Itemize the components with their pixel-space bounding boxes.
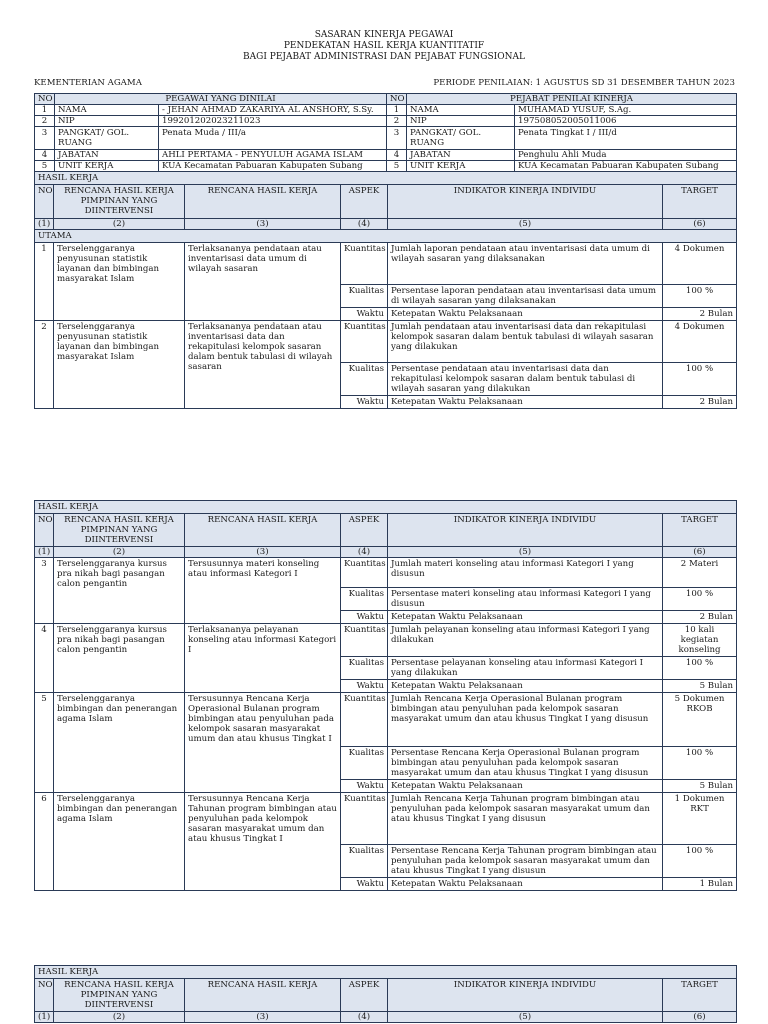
identity-row-no: 3 (387, 127, 407, 150)
item-aspek: Kualitas (341, 363, 388, 396)
item-rhk: Tersusunnya Rencana Kerja Operasional Bulanan program bimbingan atau penyuluhan pada kelompok sasaran masyarakat umum dan atau khusus Tingkat I (185, 693, 341, 793)
item-target: 2 Bulan (663, 611, 737, 624)
item-target: 100 % (663, 747, 737, 780)
item-indikator: Ketepatan Waktu Pelaksanaan (388, 878, 663, 891)
column-header-row (35, 185, 737, 219)
item-target: 1 Bulan (663, 878, 737, 891)
item-indikator: Jumlah pelayanan konseling atau informasi Kategori I yang dilakukan (388, 624, 663, 657)
col-number: (5) (388, 219, 663, 230)
item-aspek: Waktu (341, 780, 388, 793)
identity-row-no: 1 (35, 105, 55, 116)
skp-table-page-1 (34, 93, 737, 172)
identity-row (35, 150, 737, 161)
item-indikator: Jumlah pendataan atau inventarisasi data dan rekapitulasi kelompok sasaran dalam bentuk tabulasi di wilayah sasaran yang dilakukan (388, 321, 663, 363)
hasil-kerja-section-row (35, 501, 737, 514)
identity-row-label: NIP (55, 116, 159, 127)
identity-row-no: 2 (35, 116, 55, 127)
item-indikator: Persentase Rencana Kerja Tahunan program bimbingan atau penyuluhan pada kelompok sasaran masyarakat umum dan atau khusus Tingkat I yang disusun (388, 845, 663, 878)
penilai-pangkat: Penata Tingkat I / III/d (515, 127, 737, 150)
col-header-rhk-pimpinan: RENCANA HASIL KERJA PIMPINAN YANG DIINTERVENSI (54, 185, 185, 219)
col-number: (3) (185, 1012, 341, 1023)
col-header-target: TARGET (663, 514, 737, 547)
penilai-nama: MUHAMAD YUSUF, S.Ag. (515, 105, 737, 116)
identity-row-label: UNIT KERJA (55, 161, 159, 172)
col-number: (1) (35, 1012, 54, 1023)
item-target: 100 % (663, 657, 737, 680)
col-number: (3) (185, 219, 341, 230)
item-indikator: Persentase Rencana Kerja Operasional Bulanan program bimbingan atau penyuluhan pada kelompok sasaran masyarakat umum dan atau khusus Tingkat I yang disusun (388, 747, 663, 780)
item-target: 10 kali kegiatan konseling (663, 624, 737, 657)
item-target: 4 Dokumen (663, 243, 737, 285)
item-rhk: Terlaksananya pelayanan konseling atau informasi Kategori I (185, 624, 341, 693)
item-no: 3 (35, 558, 54, 624)
item-rhk: Tersusunnya materi konseling atau informasi Kategori I (185, 558, 341, 624)
item-no: 5 (35, 693, 54, 793)
item-rhk-pimpinan: Terselenggaranya kursus pra nikah bagi pasangan calon pengantin (54, 558, 185, 624)
col-number: (5) (388, 547, 663, 558)
item-indikator: Jumlah Rencana Kerja Operasional Bulanan program bimbingan atau penyuluhan pada kelompok sasaran masyarakat umum dan atau khusus Tingkat I yang disusun (388, 693, 663, 747)
title-line-1: SASARAN KINERJA PEGAWAI (314, 30, 454, 40)
col-header-indikator: INDIKATOR KINERJA INDIVIDU (388, 979, 663, 1012)
col-header-no: NO (35, 514, 54, 547)
item-aspek: Waktu (341, 878, 388, 891)
col-number: (1) (35, 547, 54, 558)
identity-row (35, 127, 737, 150)
col-header-aspek: ASPEK (341, 185, 388, 219)
pegawai-nama: - JEHAN AHMAD ZAKARIYA AL ANSHORY, S.Sy. (159, 105, 387, 116)
item-no: 4 (35, 624, 54, 693)
table-row (35, 693, 737, 747)
item-aspek: Kualitas (341, 845, 388, 878)
item-rhk-pimpinan: Terselenggaranya penyusunan statistik layanan dan bimbingan masyarakat Islam (54, 243, 185, 321)
col-number: (4) (341, 1012, 388, 1023)
col-header-indikator: INDIKATOR KINERJA INDIVIDU (388, 514, 663, 547)
item-aspek: Waktu (341, 308, 388, 321)
column-number-row (35, 547, 737, 558)
item-rhk-pimpinan: Terselenggaranya kursus pra nikah bagi pasangan calon pengantin (54, 624, 185, 693)
hasil-kerja-section-row (35, 172, 737, 185)
col-header-aspek: ASPEK (341, 514, 388, 547)
col-number: (6) (663, 547, 737, 558)
hasil-kerja-label: HASIL KERJA (35, 172, 737, 185)
document-title (0, 30, 768, 63)
item-indikator: Jumlah laporan pendataan atau inventarisasi data umum di wilayah sasaran yang dilaksanakan (388, 243, 663, 285)
item-indikator: Ketepatan Waktu Pelaksanaan (388, 611, 663, 624)
item-indikator: Ketepatan Waktu Pelaksanaan (388, 396, 663, 409)
hasil-kerja-label: HASIL KERJA (35, 501, 737, 514)
identity-row-label: PANGKAT/ GOL. RUANG (407, 127, 515, 150)
item-aspek: Kualitas (341, 588, 388, 611)
identity-row-label: NAMA (407, 105, 515, 116)
title-line-2: PENDEKATAN HASIL KERJA KUANTITATIF (283, 41, 485, 51)
hasil-kerja-table-page-2 (34, 500, 737, 891)
item-target: 5 Dokumen RKOB (663, 693, 737, 747)
pegawai-jabatan: AHLI PERTAMA - PENYULUH AGAMA ISLAM (159, 150, 387, 161)
identity-no-header-left: NO (35, 94, 55, 105)
item-aspek: Kuantitas (341, 243, 388, 285)
column-header-row (35, 979, 737, 1012)
identity-row-no: 5 (35, 161, 55, 172)
identity-row (35, 105, 737, 116)
item-no: 1 (35, 243, 54, 321)
col-header-aspek: ASPEK (341, 979, 388, 1012)
col-header-rhk: RENCANA HASIL KERJA (185, 514, 341, 547)
item-target: 100 % (663, 588, 737, 611)
pegawai-nip: 199201202023211023 (159, 116, 387, 127)
table-row (35, 243, 737, 285)
item-aspek: Kuantitas (341, 321, 388, 363)
identity-row-label: UNIT KERJA (407, 161, 515, 172)
table-row (35, 624, 737, 657)
col-number: (5) (388, 1012, 663, 1023)
identity-row (35, 161, 737, 172)
col-number: (3) (185, 547, 341, 558)
item-indikator: Ketepatan Waktu Pelaksanaan (388, 780, 663, 793)
identity-row-no: 4 (387, 150, 407, 161)
column-header-row (35, 514, 737, 547)
item-target: 100 % (663, 285, 737, 308)
hasil-kerja-label: HASIL KERJA (35, 966, 737, 979)
identity-row-no: 5 (387, 161, 407, 172)
penilai-jabatan: Penghulu Ahli Muda (515, 150, 737, 161)
item-indikator: Persentase laporan pendataan atau inventarisasi data umum di wilayah sasaran yang dilaksanakan (388, 285, 663, 308)
col-number: (4) (341, 547, 388, 558)
identity-no-header-right: NO (387, 94, 407, 105)
pegawai-pangkat: Penata Muda / III/a (159, 127, 387, 150)
item-indikator: Ketepatan Waktu Pelaksanaan (388, 308, 663, 321)
item-indikator: Persentase materi konseling atau informasi Kategori I yang disusun (388, 588, 663, 611)
col-number: (2) (54, 1012, 185, 1023)
item-indikator: Ketepatan Waktu Pelaksanaan (388, 680, 663, 693)
instansi-label: KEMENTERIAN AGAMA (34, 78, 142, 88)
penilai-unit-kerja: KUA Kecamatan Pabuaran Kabupaten Subang (515, 161, 737, 172)
item-target: 2 Materi (663, 558, 737, 588)
col-header-rhk: RENCANA HASIL KERJA (185, 979, 341, 1012)
item-target: 5 Bulan (663, 780, 737, 793)
identity-header-row (35, 94, 737, 105)
item-indikator: Jumlah materi konseling atau informasi Kategori I yang disusun (388, 558, 663, 588)
identity-row-label: NAMA (55, 105, 159, 116)
col-number: (4) (341, 219, 388, 230)
item-target: 5 Bulan (663, 680, 737, 693)
item-aspek: Waktu (341, 396, 388, 409)
item-rhk: Tersusunnya Rencana Kerja Tahunan program bimbingan atau penyuluhan pada kelompok sasaran masyarakat umum dan atau khusus Tingkat I (185, 793, 341, 891)
item-target: 2 Bulan (663, 396, 737, 409)
item-target: 100 % (663, 845, 737, 878)
item-aspek: Waktu (341, 611, 388, 624)
column-number-row (35, 1012, 737, 1023)
identity-row-no: 2 (387, 116, 407, 127)
utama-section-row (35, 230, 737, 243)
col-number: (6) (663, 219, 737, 230)
item-rhk-pimpinan: Terselenggaranya bimbingan dan penerangan agama Islam (54, 793, 185, 891)
item-aspek: Kuantitas (341, 693, 388, 747)
col-header-target: TARGET (663, 979, 737, 1012)
table-row (35, 793, 737, 845)
identity-row-label: JABATAN (407, 150, 515, 161)
col-header-rhk: RENCANA HASIL KERJA (185, 185, 341, 219)
col-header-rhk-pimpinan: RENCANA HASIL KERJA PIMPINAN YANG DIINTERVENSI (54, 514, 185, 547)
col-header-no: NO (35, 185, 54, 219)
column-number-row (35, 219, 737, 230)
identity-row (35, 116, 737, 127)
item-aspek: Kuantitas (341, 558, 388, 588)
col-header-indikator: INDIKATOR KINERJA INDIVIDU (388, 185, 663, 219)
item-aspek: Kuantitas (341, 624, 388, 657)
identity-row-label: NIP (407, 116, 515, 127)
identity-row-label: JABATAN (55, 150, 159, 161)
item-no: 2 (35, 321, 54, 409)
identity-row-no: 4 (35, 150, 55, 161)
table-row (35, 558, 737, 588)
identity-row-label: PANGKAT/ GOL. RUANG (55, 127, 159, 150)
utama-label: UTAMA (35, 230, 737, 243)
item-aspek: Waktu (341, 680, 388, 693)
hasil-kerja-table-page-1 (34, 171, 737, 409)
item-target: 1 Dokumen RKT (663, 793, 737, 845)
item-rhk: Terlaksananya pendataan atau inventarisasi data dan rekapitulasi kelompok sasaran dalam bentuk tabulasi di wilayah sasaran (185, 321, 341, 409)
item-indikator: Persentase pelayanan konseling atau informasi Kategori I yang dilakukan (388, 657, 663, 680)
item-aspek: Kualitas (341, 285, 388, 308)
pejabat-penilai-header: PEJABAT PENILAI KINERJA (407, 94, 737, 105)
item-aspek: Kuantitas (341, 793, 388, 845)
item-no: 6 (35, 793, 54, 891)
hasil-kerja-table-page-3 (34, 965, 737, 1023)
identity-row-no: 3 (35, 127, 55, 150)
col-header-no: NO (35, 979, 54, 1012)
col-number: (2) (54, 219, 185, 230)
penilai-nip: 197508052005011006 (515, 116, 737, 127)
item-rhk: Terlaksananya pendataan atau inventarisasi data umum di wilayah sasaran (185, 243, 341, 321)
col-number: (2) (54, 547, 185, 558)
table-row (35, 321, 737, 363)
item-target: 4 Dokumen (663, 321, 737, 363)
item-indikator: Persentase pendataan atau inventarisasi data dan rekapitulasi kelompok sasaran dalam bentuk tabulasi di wilayah sasaran yang dilakukan (388, 363, 663, 396)
item-rhk-pimpinan: Terselenggaranya bimbingan dan penerangan agama Islam (54, 693, 185, 793)
col-header-target: TARGET (663, 185, 737, 219)
periode-label: PERIODE PENILAIAN: 1 AGUSTUS SD 31 DESEMBER TAHUN 2023 (433, 78, 735, 88)
col-header-rhk-pimpinan: RENCANA HASIL KERJA PIMPINAN YANG DIINTERVENSI (54, 979, 185, 1012)
identity-row-no: 1 (387, 105, 407, 116)
item-aspek: Kualitas (341, 657, 388, 680)
hasil-kerja-section-row (35, 966, 737, 979)
item-target: 100 % (663, 363, 737, 396)
item-aspek: Kualitas (341, 747, 388, 780)
pegawai-unit-kerja: KUA Kecamatan Pabuaran Kabupaten Subang (159, 161, 387, 172)
item-indikator: Jumlah Rencana Kerja Tahunan program bimbingan atau penyuluhan pada kelompok sasaran masyarakat umum dan atau khusus Tingkat I yang disusun (388, 793, 663, 845)
col-number: (6) (663, 1012, 737, 1023)
title-line-3: BAGI PEJABAT ADMINISTRASI DAN PEJABAT FUNGSIONAL (243, 52, 525, 62)
item-rhk-pimpinan: Terselenggaranya penyusunan statistik layanan dan bimbingan masyarakat Islam (54, 321, 185, 409)
col-number: (1) (35, 219, 54, 230)
item-target: 2 Bulan (663, 308, 737, 321)
pegawai-dinilai-header: PEGAWAI YANG DINILAI (55, 94, 387, 105)
